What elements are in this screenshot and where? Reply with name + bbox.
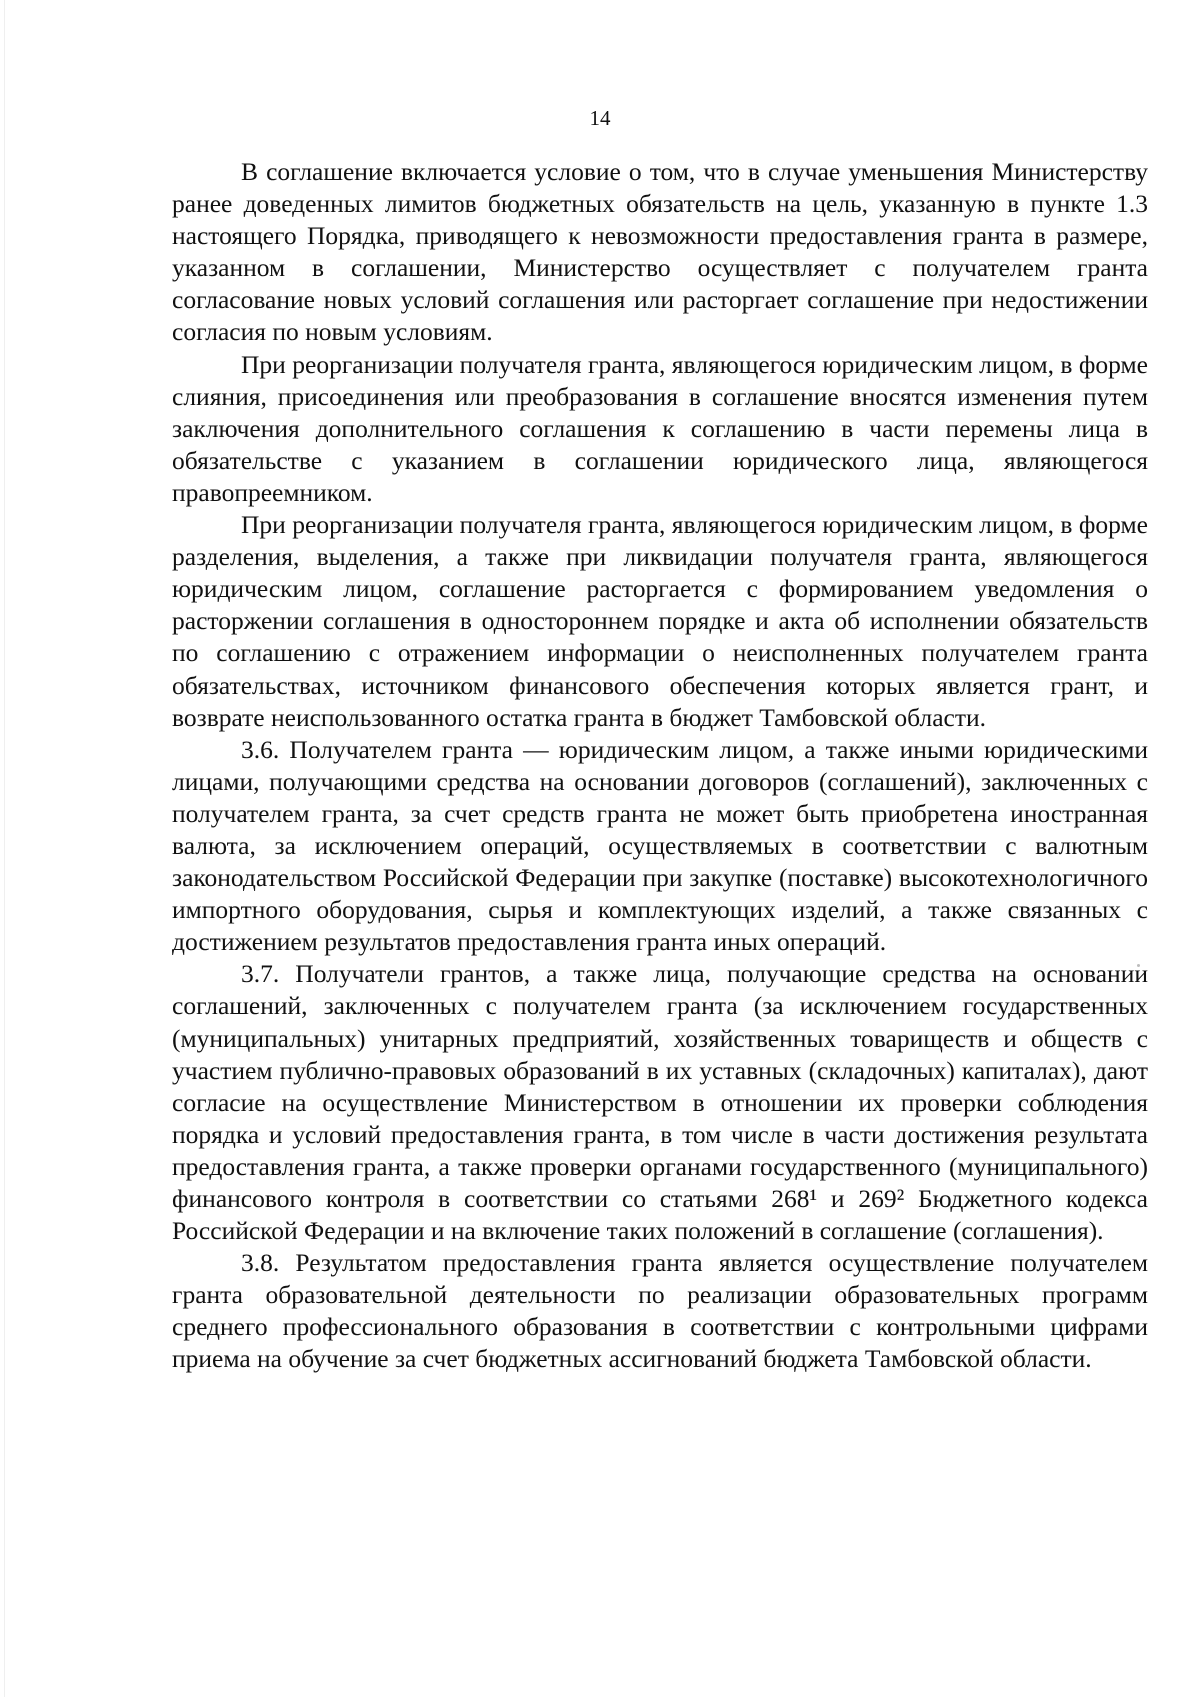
- paragraph-reorganization-division: При реорганизации получателя гранта, являющегося юридическим лицом, в форме разделения, выделения, а также при ликвидации получателя гранта, являющегося юридическим лицом, соглашение расторгается с формированием уведомления о расторжении соглашения в одностороннем порядке и акта об исполнении обязательств по соглашению с отражением информации о неисполненных получателем гранта обязательствах, источником финансового обеспечения которых является грант, и возврате неиспользованного остатка гранта в бюджет Тамбовской области.: [172, 510, 1148, 732]
- document-body: [172, 156, 1148, 1376]
- scan-edge-mark: [4, 0, 5, 1697]
- paragraph-3-7: 3.7. Получатели грантов, а также лица, получающие средства на основании соглашений, заключенных с получателем гранта (за исключением государственных (муниципальных) унитарных предприятий, хозяйственных товариществ и обществ с участием публично-правовых образований в их уставных (складочных) капиталах), дают согласие на осуществление Министерством в отношении их проверки соблюдения порядка и условий предоставления гранта, в том числе в части достижения результата предоставления гранта, а также проверки органами государственного (муниципального) финансового контроля в соответствии со статьями 268¹ и 269² Бюджетного кодекса Российской Федерации и на включение таких положений в соглашение (соглашения).: [172, 959, 1148, 1246]
- paragraph-reorganization-merger: При реорганизации получателя гранта, являющегося юридическим лицом, в форме слияния, присоединения или преобразования в соглашение вносятся изменения путем заключения дополнительного соглашения к соглашению в части перемены лица в обязательстве с указанием в соглашении юридического лица, являющегося правопреемником.: [172, 349, 1148, 507]
- paragraph-3-8: 3.8. Результатом предоставления гранта является осуществление получателем гранта образовательной деятельности по реализации образовательных программ среднего профессионального образования в соответствии с контрольными цифрами приема на обучение за счет бюджетных ассигнований бюджета Тамбовской области.: [172, 1248, 1148, 1374]
- paragraph-3-6: 3.6. Получателем гранта — юридическим лицом, а также иными юридическими лицами, получающими средства на основании договоров (соглашений), заключенных с получателем гранта, за счет средств гранта не может быть приобретена иностранная валюта, за исключением операций, осуществляемых в соответствии с валютным законодательством Российской Федерации при закупке (поставке) высокотехнологичного импортного оборудования, сырья и комплектующих изделий, а также связанных с достижением результатов предоставления гранта иных операций.: [172, 734, 1148, 957]
- paragraph-limits-reduction: В соглашение включается условие о том, что в случае уменьшения Министерству ранее доведенных лимитов бюджетных обязательств на цель, указанную в пункте 1.3 настоящего Порядка, приводящего к невозможности предоставления гранта в размере, указанном в соглашении, Министерство осуществляет с получателем гранта согласование новых условий соглашения или расторгает соглашение при недостижении согласия по новым условиям.: [172, 157, 1148, 347]
- page-number: 14: [589, 106, 611, 130]
